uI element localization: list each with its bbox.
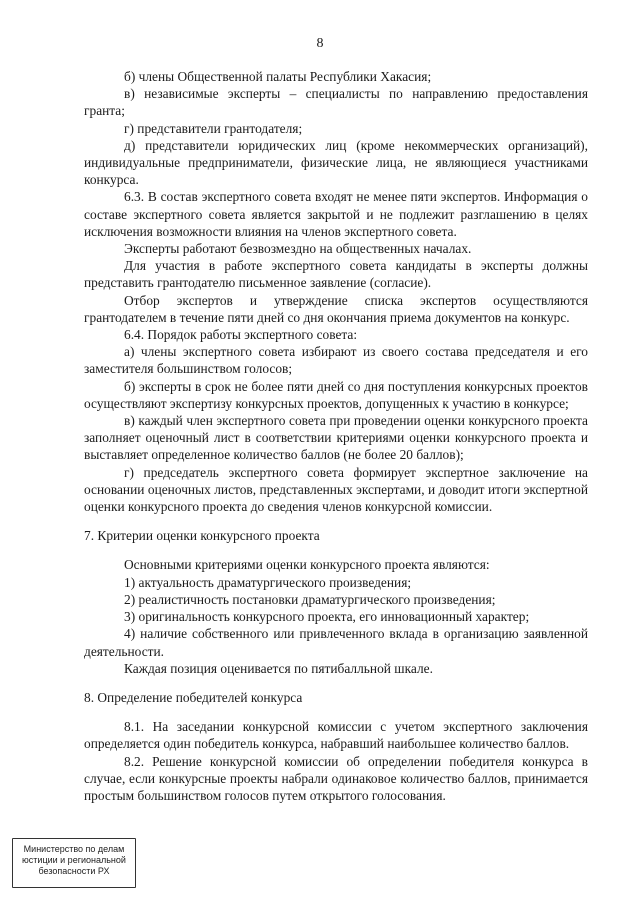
paragraph: г) председатель экспертного совета формирует экспертное заключение на основании оценочных листов, представленных экспертами, и доводит итоги экспертной оценки конкурсного проекта до сведения членов конкурсной комиссии. (84, 464, 588, 515)
paragraph: Отбор экспертов и утверждение списка экспертов осуществляются грантодателем в течение пяти дней со дня окончания приема документов на конкурс. (84, 292, 588, 325)
stamp-line: юстиции и региональной (22, 855, 126, 865)
paragraph: Каждая позиция оценивается по пятибалльной шкале. (124, 660, 433, 676)
paragraph: Эксперты работают безвозмездно на общественных началах. (124, 241, 472, 257)
paragraph: д) представители юридических лиц (кроме некоммерческих организаций), индивидуальные предприниматели, физические лица, не являющиеся участниками конкурса. (84, 137, 588, 188)
paragraph: в) каждый член экспертного совета при проведении оценки конкурсного проекта заполняет оценочный лист в соответствии критериями оценки конкурсного проекта и выставляет определенное количество баллов (не более 20 баллов); (84, 413, 588, 463)
section-8-heading: 8. Определение победителей конкурса (84, 689, 303, 705)
paragraph: 6.3. В состав экспертного совета входят не менее пяти экспертов. Информация о составе экспертного совета является закрытой и не подлежит разглашению в целях исключения возможности влияния на членов экспертного совета. (84, 189, 588, 239)
paragraph: Основными критериями оценки конкурсного проекта являются: (124, 557, 490, 573)
page-number: 8 (316, 36, 324, 51)
paragraph: 2) реалистичность постановки драматургического произведения; (124, 591, 496, 607)
paragraph: б) эксперты в срок не более пяти дней со дня поступления конкурсных проектов осуществляют экспертизу конкурсных проектов, допущенных к участию в конкурсе; (84, 378, 588, 411)
paragraph: 6.4. Порядок работы экспертного совета: (124, 327, 358, 343)
paragraph: 8.1. На заседании конкурсной комиссии с учетом экспертного заключения определяется один победитель конкурса, набравший наибольшее количество баллов. (84, 719, 588, 752)
registration-stamp (12, 838, 136, 888)
paragraph: Для участия в работе экспертного совета кандидаты в эксперты должны представить грантодателю письменное заявление (согласие). (84, 258, 588, 291)
section-7-heading: 7. Критерии оценки конкурсного проекта (84, 528, 320, 544)
paragraph: в) независимые эксперты – специалисты по направлению предоставления гранта; (84, 86, 588, 119)
paragraph: 1) актуальность драматургического произведения; (124, 574, 412, 590)
paragraph: а) члены экспертного совета избирают из своего состава председателя и его заместителя большинством голосов; (84, 344, 588, 377)
paragraph: 4) наличие собственного или привлеченного вклада в организацию заявленной деятельности. (84, 626, 588, 659)
paragraph: г) представители грантодателя; (124, 120, 303, 136)
stamp-line: Министерство по делам (23, 844, 125, 854)
paragraph: 8.2. Решение конкурсной комиссии об определении победителя конкурса в случае, если конкурсные проекты набрали одинаковое количество баллов, принимается простым большинством голосов путем открытого голосования. (84, 753, 588, 803)
stamp-line: безопасности РХ (38, 866, 110, 876)
document-body (84, 68, 588, 804)
paragraph: б) члены Общественной палаты Республики Хакасия; (124, 69, 432, 84)
paragraph: 3) оригинальность конкурсного проекта, его инновационный характер; (124, 609, 530, 625)
